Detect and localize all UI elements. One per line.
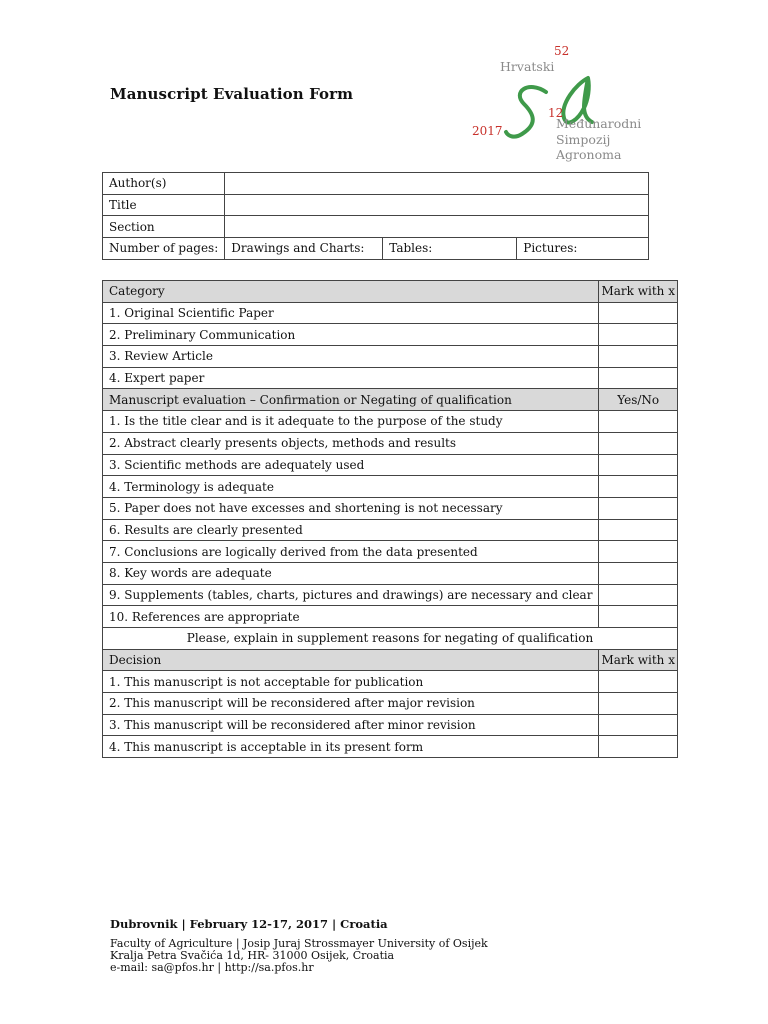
- footer-contact: e-mail: sa@pfos.hr | http://sa.pfos.hr: [110, 961, 314, 974]
- form-title: Manuscript Evaluation Form: [110, 85, 354, 103]
- yes-no-cell[interactable]: [599, 519, 678, 541]
- evaluation-item: 5. Paper does not have excesses and shortening is not necessary: [103, 497, 599, 519]
- evaluation-item: 9. Supplements (tables, charts, pictures and drawings) are necessary and clear: [103, 584, 599, 606]
- negation-note: Please, explain in supplement reasons for negating of qualification: [103, 628, 678, 650]
- table-row: [103, 302, 678, 324]
- yes-no-cell[interactable]: [599, 476, 678, 498]
- yes-no-cell[interactable]: [599, 541, 678, 563]
- category-item: 3. Review Article: [103, 346, 599, 368]
- footer-faculty: Faculty of Agriculture | Josip Juraj Strossmayer University of Osijek: [110, 937, 488, 950]
- logo-line-2: Simpozij: [556, 132, 611, 147]
- yes-no-cell[interactable]: [599, 606, 678, 628]
- table-row: [103, 562, 678, 584]
- decision-item: 2. This manuscript will be reconsidered after major revision: [103, 693, 599, 715]
- yes-no-cell[interactable]: [599, 497, 678, 519]
- table-row: [103, 714, 678, 736]
- category-header: Category: [103, 281, 599, 303]
- title-field[interactable]: [225, 194, 649, 216]
- table-row: [103, 736, 678, 758]
- category-header-row: [103, 281, 678, 303]
- logo-line-1: Međunarodni: [556, 116, 642, 131]
- category-mark-cell[interactable]: [599, 346, 678, 368]
- table-row: [103, 476, 678, 498]
- info-row-section: [103, 216, 649, 238]
- decision-mark-header: Mark with x: [599, 649, 678, 671]
- table-row: [103, 324, 678, 346]
- table-row: [103, 693, 678, 715]
- section-field[interactable]: [225, 216, 649, 238]
- table-row: [103, 671, 678, 693]
- info-label: Title: [103, 194, 225, 216]
- evaluation-item: 1. Is the title clear and is it adequate to the purpose of the study: [103, 411, 599, 433]
- footer-event: Dubrovnik | February 12-17, 2017 | Croatia: [110, 917, 388, 931]
- logo-number-12: 12: [548, 106, 564, 120]
- evaluation-header-row: [103, 389, 678, 411]
- evaluation-header: Manuscript evaluation – Confirmation or Negating of qualification: [103, 389, 599, 411]
- table-row: [103, 432, 678, 454]
- evaluation-item: 8. Key words are adequate: [103, 562, 599, 584]
- table-row: [103, 454, 678, 476]
- authors-field[interactable]: [225, 173, 649, 195]
- evaluation-table: [102, 280, 678, 758]
- category-mark-cell[interactable]: [599, 367, 678, 389]
- evaluation-item: 6. Results are clearly presented: [103, 519, 599, 541]
- category-mark-cell[interactable]: [599, 324, 678, 346]
- info-row-authors: [103, 173, 649, 195]
- info-row-title: [103, 194, 649, 216]
- info-label: Author(s): [103, 173, 225, 195]
- table-row: [103, 497, 678, 519]
- symposium-logo: [468, 40, 653, 168]
- logo-word-hrvatski: Hrvatski: [500, 59, 555, 74]
- yes-no-cell[interactable]: [599, 454, 678, 476]
- decision-item: 1. This manuscript is not acceptable for publication: [103, 671, 599, 693]
- evaluation-item: 3. Scientific methods are adequately used: [103, 454, 599, 476]
- yes-no-cell[interactable]: [599, 562, 678, 584]
- decision-header: Decision: [103, 649, 599, 671]
- table-row: [103, 541, 678, 563]
- logo-number-52: 52: [554, 44, 570, 58]
- category-item: 1. Original Scientific Paper: [103, 302, 599, 324]
- tables-field[interactable]: Tables:: [383, 238, 517, 260]
- pictures-field[interactable]: Pictures:: [517, 238, 649, 260]
- category-mark-cell[interactable]: [599, 302, 678, 324]
- logo-year: 2017: [472, 124, 503, 138]
- logo-line-3: Agronoma: [556, 147, 622, 162]
- category-mark-header: Mark with x: [599, 281, 678, 303]
- table-row: [103, 606, 678, 628]
- decision-header-row: [103, 649, 678, 671]
- evaluation-item: 10. References are appropriate: [103, 606, 599, 628]
- table-row: [103, 367, 678, 389]
- decision-mark-cell[interactable]: [599, 693, 678, 715]
- pages-field[interactable]: Number of pages:: [103, 238, 225, 260]
- category-item: 2. Preliminary Communication: [103, 324, 599, 346]
- footer-address: Kralja Petra Svačića 1d, HR- 31000 Osijek, Croatia: [110, 949, 395, 962]
- table-row: [103, 584, 678, 606]
- table-row: [103, 628, 678, 650]
- info-row-counts: [103, 238, 649, 260]
- evaluation-item: 2. Abstract clearly presents objects, methods and results: [103, 432, 599, 454]
- decision-item: 3. This manuscript will be reconsidered after minor revision: [103, 714, 599, 736]
- info-label: Section: [103, 216, 225, 238]
- decision-mark-cell[interactable]: [599, 714, 678, 736]
- decision-mark-cell[interactable]: [599, 736, 678, 758]
- table-row: [103, 519, 678, 541]
- decision-mark-cell[interactable]: [599, 671, 678, 693]
- table-row: [103, 411, 678, 433]
- drawings-charts-field[interactable]: Drawings and Charts:: [225, 238, 383, 260]
- evaluation-mark-header: Yes/No: [599, 389, 678, 411]
- yes-no-cell[interactable]: [599, 584, 678, 606]
- table-row: [103, 346, 678, 368]
- yes-no-cell[interactable]: [599, 411, 678, 433]
- yes-no-cell[interactable]: [599, 432, 678, 454]
- decision-item: 4. This manuscript is acceptable in its present form: [103, 736, 599, 758]
- evaluation-item: 4. Terminology is adequate: [103, 476, 599, 498]
- manuscript-info-table: [102, 172, 649, 260]
- category-item: 4. Expert paper: [103, 367, 599, 389]
- evaluation-item: 7. Conclusions are logically derived from the data presented: [103, 541, 599, 563]
